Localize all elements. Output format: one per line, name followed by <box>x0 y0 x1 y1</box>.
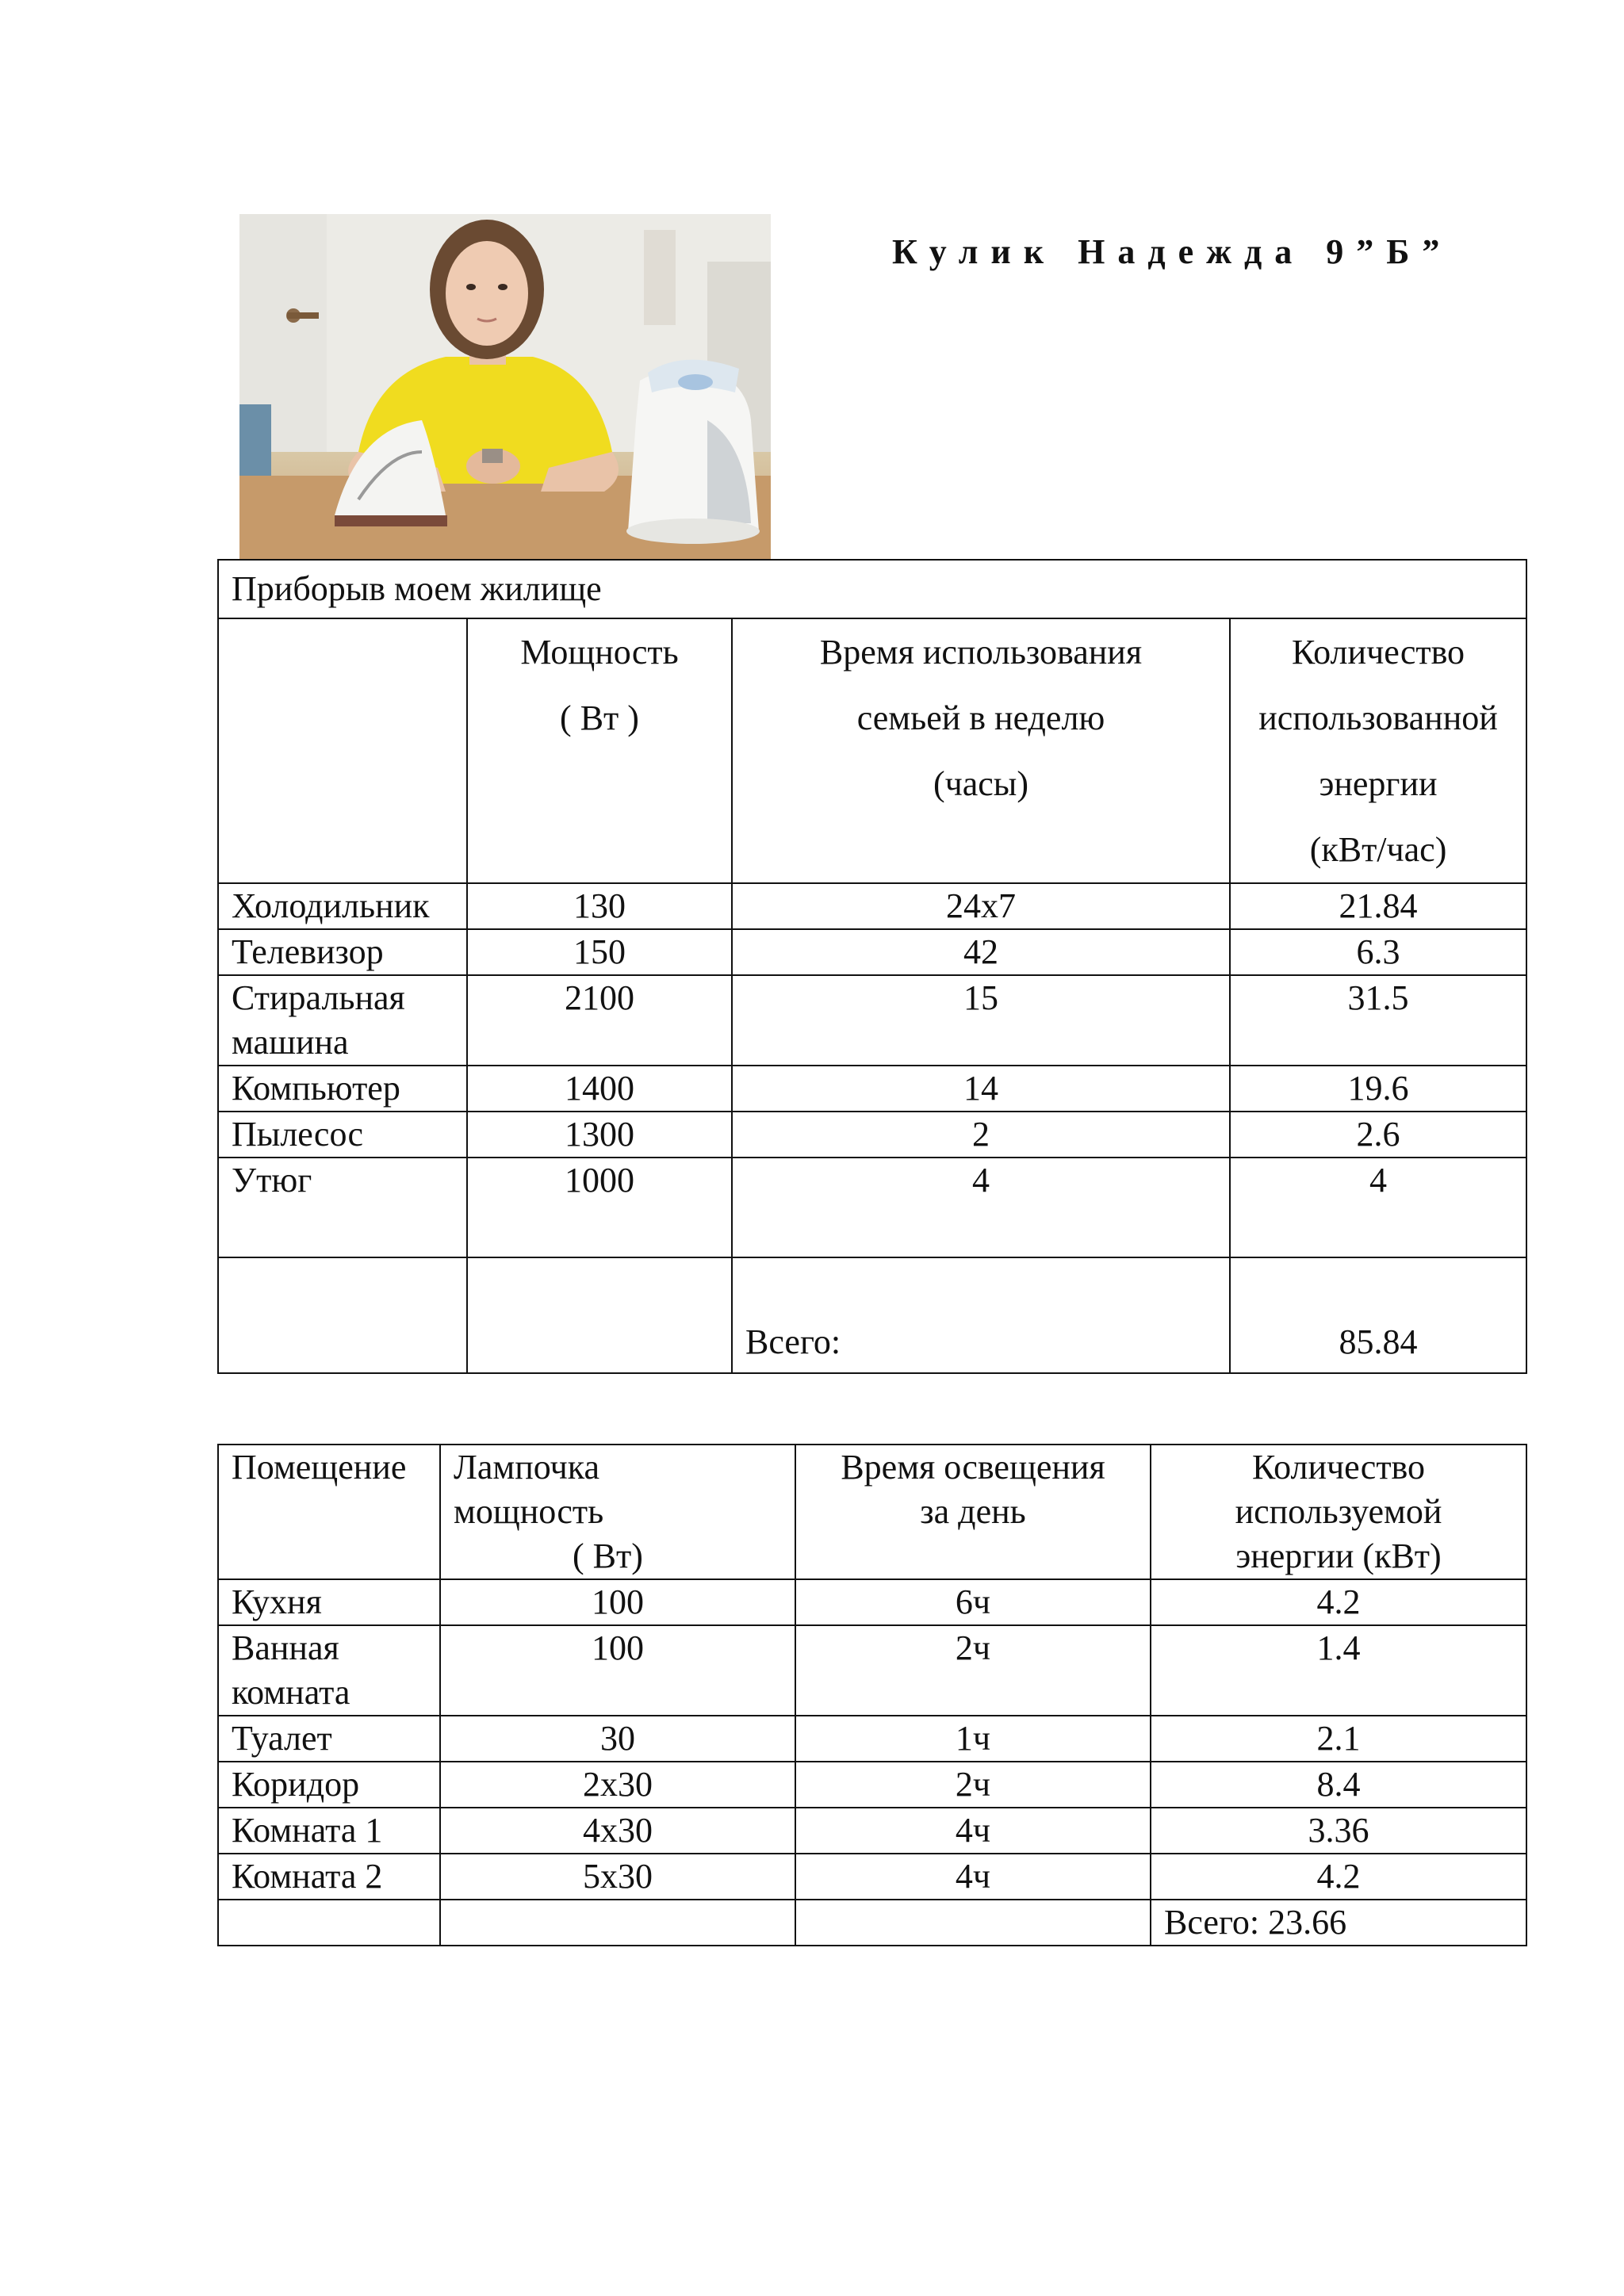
device-power: 130 <box>467 883 732 929</box>
room-name: Комната 2 <box>218 1854 440 1900</box>
header-energy: Количество использованной энергии (кВт/час) <box>1230 618 1526 883</box>
header-room: Помещение <box>218 1445 440 1579</box>
device-power: 1400 <box>467 1066 732 1112</box>
devices-table <box>217 559 1527 1374</box>
devices-table-header-row <box>218 618 1526 883</box>
device-time: 2 <box>732 1112 1230 1158</box>
room-name: Кухня <box>218 1579 440 1625</box>
device-time: 4 <box>732 1158 1230 1257</box>
header-usage-time: Время использования семьей в неделю (часы) <box>732 618 1230 883</box>
room-lamp: 30 <box>440 1716 795 1762</box>
table-row <box>218 1066 1526 1112</box>
total-empty <box>218 1900 440 1946</box>
device-energy: 4 <box>1230 1158 1526 1257</box>
device-name: Холодильник <box>218 883 467 929</box>
room-lamp: 2x30 <box>440 1762 795 1808</box>
device-time: 24x7 <box>732 883 1230 929</box>
room-time: 4ч <box>795 1808 1151 1854</box>
device-name: Компьютер <box>218 1066 467 1112</box>
device-energy: 21.84 <box>1230 883 1526 929</box>
room-energy: 8.4 <box>1151 1762 1526 1808</box>
device-time: 42 <box>732 929 1230 975</box>
device-energy: 19.6 <box>1230 1066 1526 1112</box>
table-row <box>218 883 1526 929</box>
photo-girl-with-appliances <box>239 214 771 560</box>
device-power: 1000 <box>467 1158 732 1257</box>
total-empty <box>795 1900 1151 1946</box>
header-power: Мощность ( Вт ) <box>467 618 732 883</box>
lighting-total: Всего: 23.66 <box>1151 1900 1526 1946</box>
devices-total-row <box>218 1257 1526 1373</box>
room-time: 6ч <box>795 1579 1151 1625</box>
total-value: 85.84 <box>1230 1257 1526 1373</box>
room-time: 1ч <box>795 1716 1151 1762</box>
room-energy: 3.36 <box>1151 1808 1526 1854</box>
device-name: Утюг <box>218 1158 467 1257</box>
room-energy: 4.2 <box>1151 1854 1526 1900</box>
device-energy: 6.3 <box>1230 929 1526 975</box>
device-time: 14 <box>732 1066 1230 1112</box>
room-name: Ванная комната <box>218 1625 440 1716</box>
device-energy: 2.6 <box>1230 1112 1526 1158</box>
table-row <box>218 1112 1526 1158</box>
total-empty <box>440 1900 795 1946</box>
device-energy: 31.5 <box>1230 975 1526 1066</box>
room-energy: 2.1 <box>1151 1716 1526 1762</box>
header-lamp-power: Лампочка мощность ( Вт) <box>440 1445 795 1579</box>
room-lamp: 100 <box>440 1625 795 1716</box>
device-name: Телевизор <box>218 929 467 975</box>
table-row <box>218 929 1526 975</box>
photo-illustration <box>239 214 771 560</box>
lighting-table-header-row <box>218 1445 1526 1579</box>
device-time: 15 <box>732 975 1230 1066</box>
room-lamp: 5x30 <box>440 1854 795 1900</box>
room-energy: 1.4 <box>1151 1625 1526 1716</box>
room-time: 4ч <box>795 1854 1151 1900</box>
author-name: Кулик Надежда 9”Б” <box>892 232 1453 271</box>
header-empty <box>218 618 467 883</box>
device-name: Стиральная машина <box>218 975 467 1066</box>
room-time: 2ч <box>795 1762 1151 1808</box>
table-row <box>218 1762 1526 1808</box>
devices-table-caption-row <box>218 560 1526 618</box>
table-row <box>218 1808 1526 1854</box>
table-row <box>218 1158 1526 1257</box>
room-name: Коридор <box>218 1762 440 1808</box>
lighting-total-row <box>218 1900 1526 1946</box>
devices-table-caption: Приборыв моем жилище <box>218 560 1526 618</box>
room-name: Туалет <box>218 1716 440 1762</box>
room-time: 2ч <box>795 1625 1151 1716</box>
room-energy: 4.2 <box>1151 1579 1526 1625</box>
table-row <box>218 1854 1526 1900</box>
device-name: Пылесос <box>218 1112 467 1158</box>
device-power: 150 <box>467 929 732 975</box>
device-power: 1300 <box>467 1112 732 1158</box>
table-row <box>218 1716 1526 1762</box>
table-row <box>218 975 1526 1066</box>
total-empty <box>467 1257 732 1373</box>
device-power: 2100 <box>467 975 732 1066</box>
lighting-table <box>217 1444 1527 1946</box>
header-energy-used: Количество используемой энергии (кВт) <box>1151 1445 1526 1579</box>
room-name: Комната 1 <box>218 1808 440 1854</box>
room-lamp: 4x30 <box>440 1808 795 1854</box>
total-empty <box>218 1257 467 1373</box>
header-lighting-time: Время освещения за день <box>795 1445 1151 1579</box>
total-label: Всего: <box>732 1257 1230 1373</box>
table-row <box>218 1625 1526 1716</box>
table-row <box>218 1579 1526 1625</box>
room-lamp: 100 <box>440 1579 795 1625</box>
